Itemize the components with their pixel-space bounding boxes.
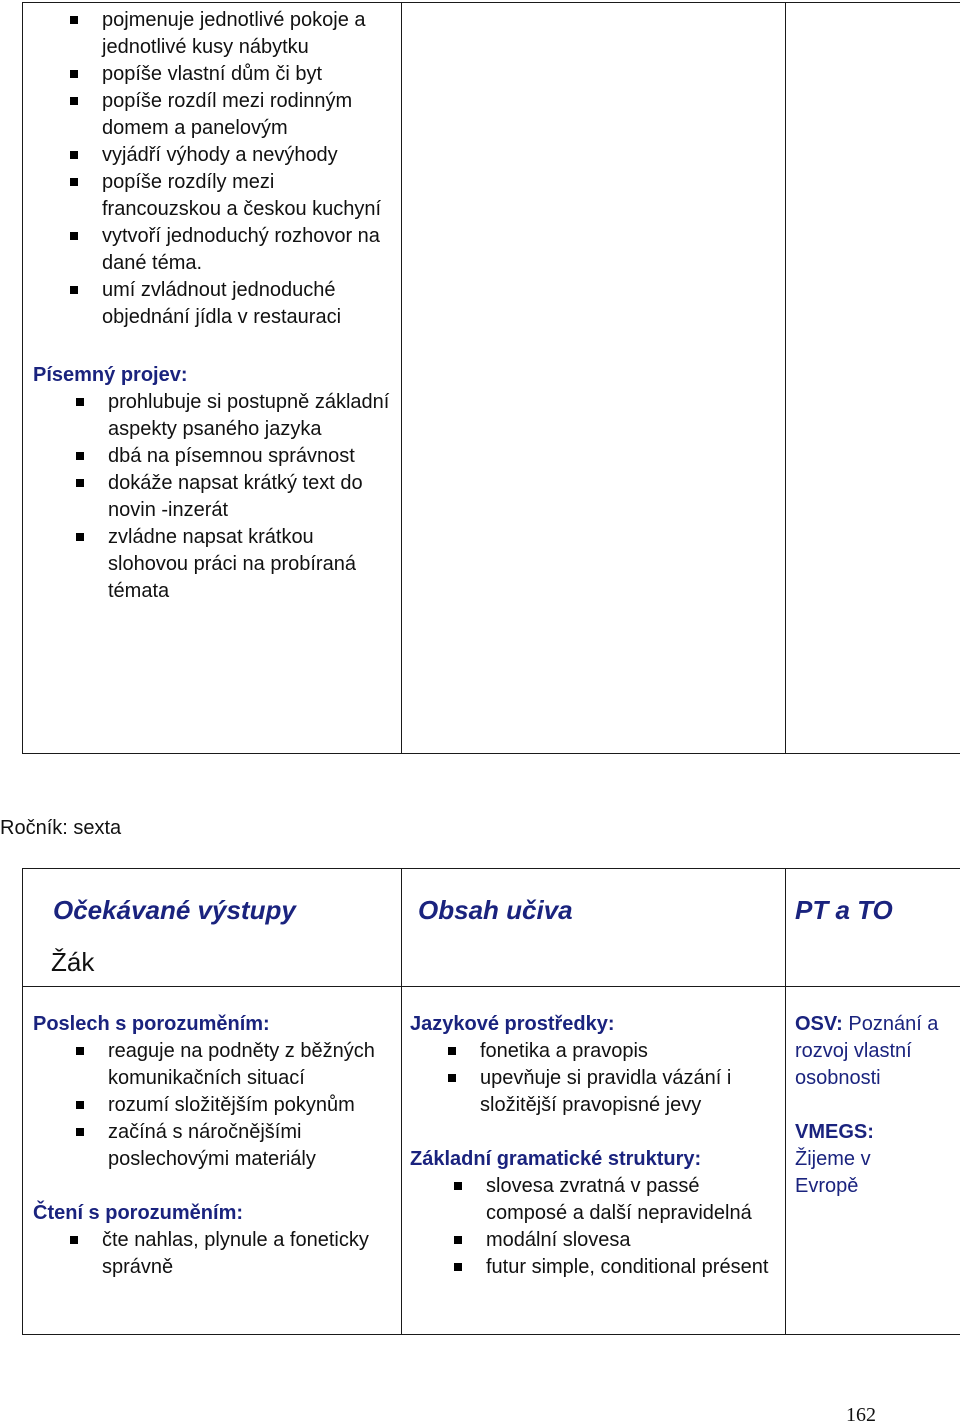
list-item: popíše vlastní dům či byt — [102, 61, 395, 88]
vystupy-header: Očekávané výstupy — [23, 869, 401, 927]
top-table — [22, 2, 960, 754]
poslech-bullet-list — [33, 1038, 401, 1173]
list-item: rozumí složitějším pokynům — [108, 1092, 391, 1119]
list-item: upevňuje si pravidla vázání i složitější pravopisné jevy — [480, 1065, 779, 1119]
list-item: reaguje na podněty z běžných komunikačních situací — [108, 1038, 391, 1092]
jazykove-bullet-list — [410, 1038, 785, 1119]
vmegs-text: Žijeme v Evropě — [795, 1146, 895, 1200]
list-item: zvládne napsat krátkou slohovou práci na probíraná témata — [108, 524, 391, 605]
osv-text: Poznání a rozvoj vlastní osobnosti — [795, 1013, 938, 1089]
first-bullet-list — [102, 7, 395, 331]
osv-block — [795, 1011, 954, 1092]
page-number: 162 — [846, 1403, 876, 1427]
outputs-cell — [23, 987, 402, 1335]
top-outputs-cell — [23, 3, 402, 754]
jazykove-heading: Jazykové prostředky: — [410, 1011, 785, 1038]
cteni-bullet-list — [33, 1227, 401, 1281]
obsah-header: Obsah učiva — [402, 869, 785, 927]
list-item: popíše rozdíly mezi francouzskou a českou kuchyní — [102, 169, 395, 223]
gramaticke-bullet-list — [410, 1173, 785, 1281]
pt-to-header: PT a TO — [786, 869, 960, 927]
list-item: fonetika a pravopis — [480, 1038, 779, 1065]
pisemny-bullet-list — [33, 389, 401, 605]
gramaticke-heading: Základní gramatické struktury: — [410, 1146, 785, 1173]
list-item: popíše rozdíl mezi rodinným domem a panelovým — [102, 88, 395, 142]
zak-label: Žák — [23, 927, 401, 979]
content-row — [23, 987, 960, 1335]
header-obsah-cell — [402, 869, 786, 987]
themes-cell — [786, 987, 960, 1335]
header-vystupy-cell — [23, 869, 402, 987]
osv-label: OSV: — [795, 1013, 843, 1035]
list-item: začíná s náročnějšími poslechovými materiály — [108, 1119, 391, 1173]
list-item: futur simple, conditional présent — [486, 1254, 779, 1281]
list-item: čte nahlas, plynule a foneticky správně — [102, 1227, 391, 1281]
list-item: prohlubuje si postupně základní aspekty psaného jazyka — [108, 389, 391, 443]
list-item: umí zvládnout jednoduché objednání jídla v restauraci — [102, 277, 395, 331]
list-item: modální slovesa — [486, 1227, 779, 1254]
pisemny-projev-heading: Písemný projev: — [33, 362, 401, 389]
rocnik-label: Ročník: sexta — [0, 815, 121, 842]
vmegs-label: VMEGS: — [795, 1119, 954, 1146]
list-item: dokáže napsat krátký text do novin -inzerát — [108, 470, 391, 524]
cteni-heading: Čtení s porozuměním: — [33, 1200, 401, 1227]
poslech-heading: Poslech s porozuměním: — [33, 1011, 401, 1038]
top-content-cell — [402, 3, 786, 754]
list-item: dbá na písemnou správnost — [108, 443, 391, 470]
list-item: slovesa zvratná v passé composé a další nepravidelná — [486, 1173, 779, 1227]
header-pt-cell — [786, 869, 960, 987]
header-row — [23, 869, 960, 987]
list-item: vyjádří výhody a nevýhody — [102, 142, 395, 169]
list-item: vytvoří jednoduchý rozhovor na dané téma. — [102, 223, 395, 277]
list-item: pojmenuje jednotlivé pokoje a jednotlivé kusy nábytku — [102, 7, 395, 61]
curriculum-table — [22, 868, 960, 1335]
content-cell — [402, 987, 786, 1335]
top-pt-cell — [786, 3, 960, 754]
